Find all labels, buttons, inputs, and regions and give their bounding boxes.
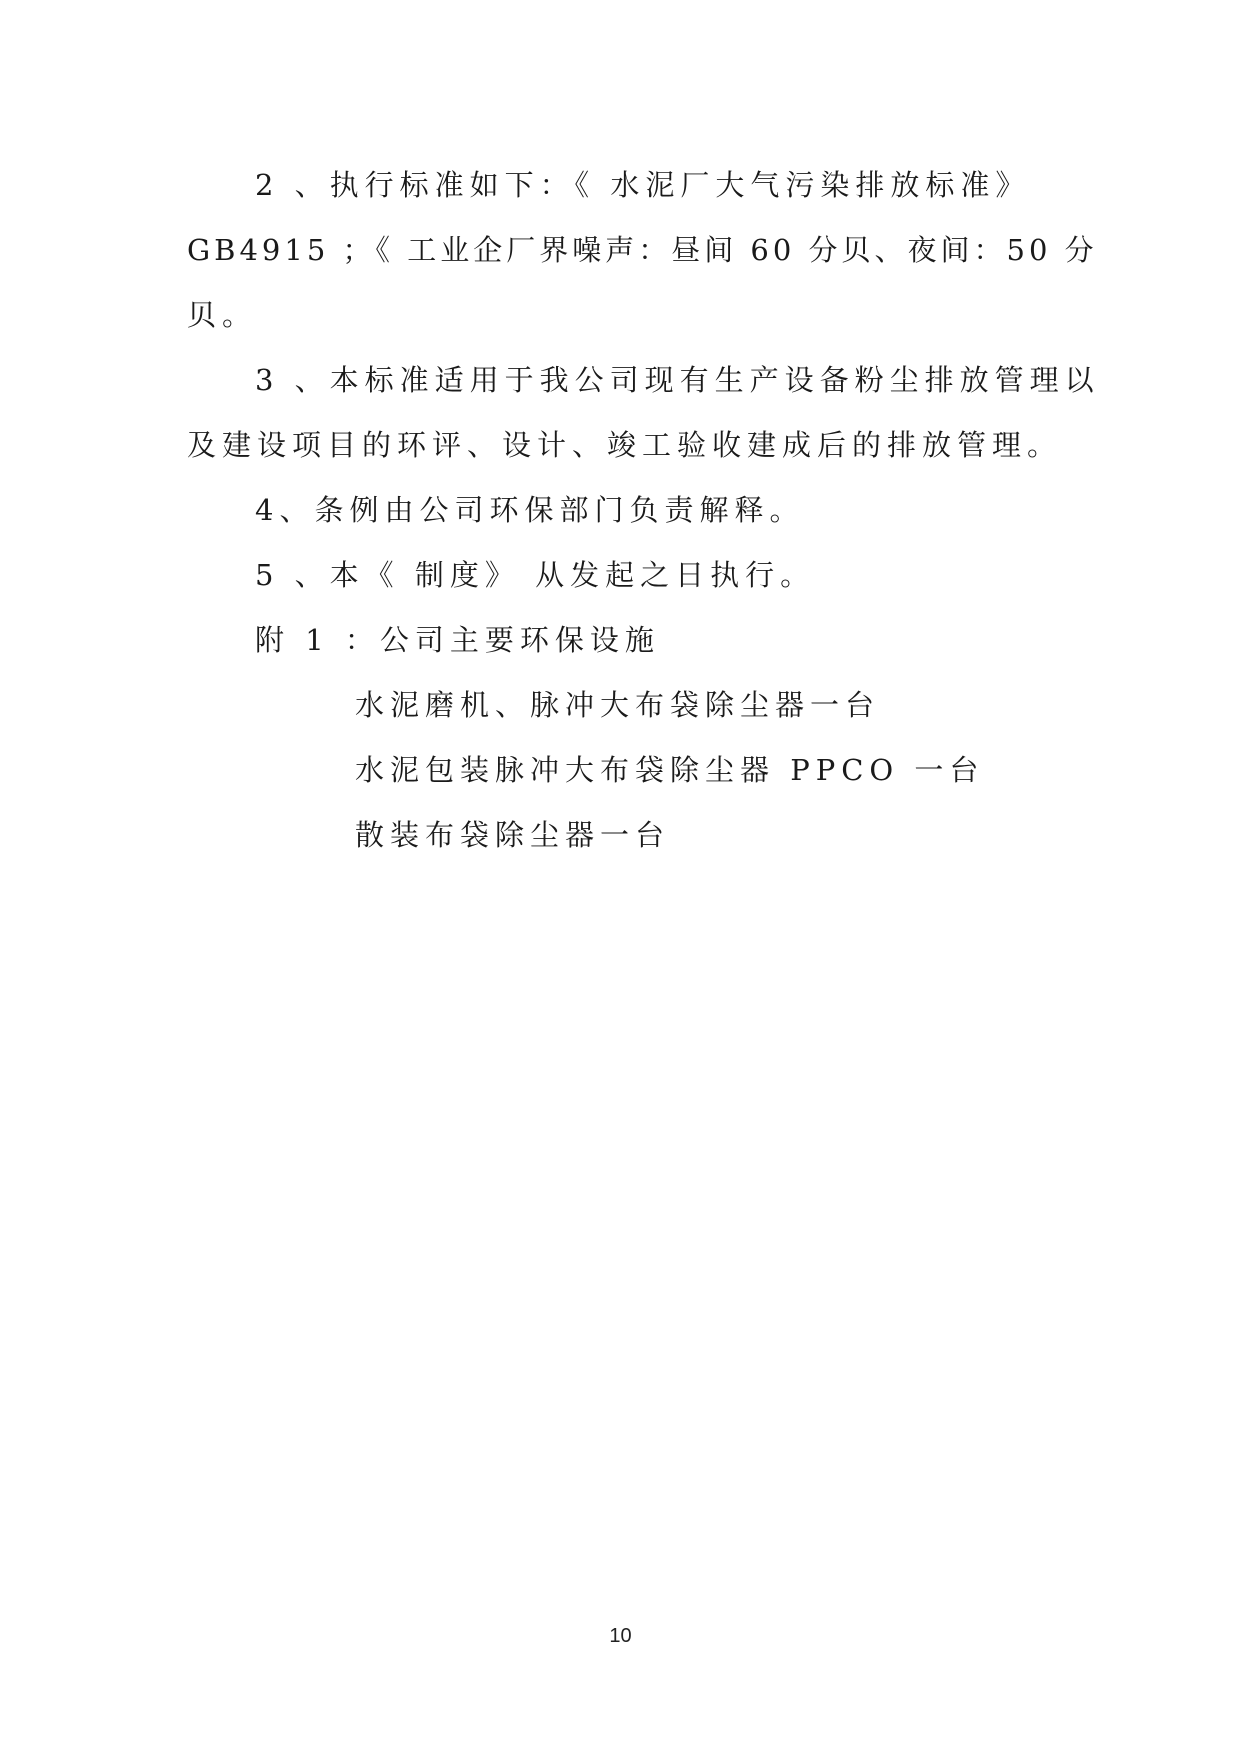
paragraph-5: 5 、本《 制度》 从发起之日执行。 bbox=[255, 558, 816, 592]
paragraph-3-line-1: 3 、本标准适用于我公司现有生产设备粉尘排放管理以 bbox=[255, 363, 1100, 397]
paragraph-2-line-2: GB4915 ；《 工业企厂界噪声：昼间 60 分贝、夜间：50 分 bbox=[187, 233, 1098, 267]
page-number: 10 bbox=[609, 1625, 632, 1647]
paragraph-2-line-1: 2 、执行标准如下：《 水泥厂大气污染排放标准》 bbox=[255, 168, 1031, 202]
facility-item-1: 水泥磨机、脉冲大布袋除尘器一台 bbox=[355, 688, 881, 722]
paragraph-4: 4、条例由公司环保部门负责解释。 bbox=[255, 493, 805, 527]
paragraph-3-line-2: 及建设项目的环评、设计、竣工验收建成后的排放管理。 bbox=[187, 428, 1063, 462]
facility-item-3: 散装布袋除尘器一台 bbox=[355, 818, 671, 852]
appendix-heading: 附 1 ：公司主要环保设施 bbox=[255, 623, 660, 657]
facility-item-2: 水泥包装脉冲大布袋除尘器 PPCO 一台 bbox=[355, 753, 985, 787]
paragraph-2-line-3: 贝。 bbox=[187, 298, 258, 332]
